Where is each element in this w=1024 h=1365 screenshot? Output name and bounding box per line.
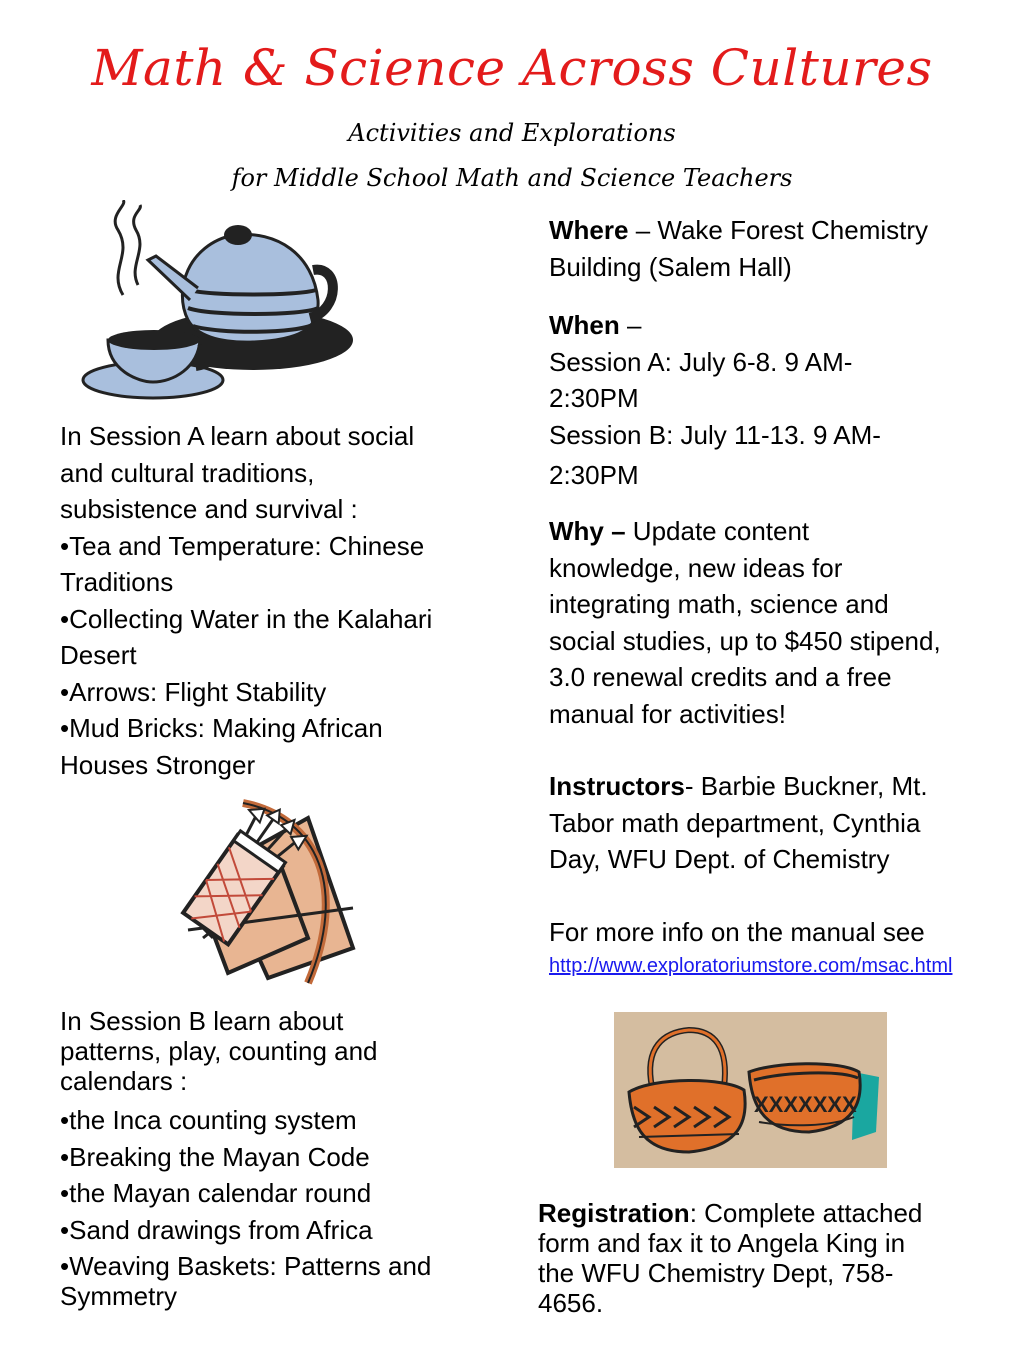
session-b-bullet-2: •Breaking the Mayan Code — [60, 1141, 370, 1172]
session-a-intro-1: In Session A learn about social — [60, 421, 415, 451]
session-a-bullet-2b: Desert — [60, 640, 137, 670]
why-line-3: integrating math, science and — [549, 589, 889, 619]
when-label: When — [549, 310, 620, 340]
session-a-time-1: Session A: July 6-8. 9 AM- — [549, 346, 853, 377]
where-line-1 — [549, 212, 1019, 249]
session-a-bullet-4b: Houses Stronger — [60, 749, 256, 780]
when-line — [549, 307, 1019, 344]
why-line-1 — [549, 513, 1019, 550]
bow-and-arrows-illustration — [158, 798, 363, 988]
why-line-5: 3.0 renewal credits and a free — [549, 662, 892, 692]
registration-line-1 — [538, 1198, 1018, 1228]
session-b-bullet-1: •the Inca counting system — [60, 1105, 357, 1135]
why-line-6: manual for activities! — [549, 698, 786, 729]
page-title: Math & Science Across Cultures — [91, 39, 933, 97]
session-a-section — [60, 418, 520, 783]
registration-line-4: 4656. — [538, 1288, 604, 1318]
spacer — [549, 878, 1019, 914]
details-section — [549, 212, 1019, 979]
more-info-text: For more info on the manual see — [549, 916, 925, 947]
subtitle-line-2: for Middle School Math and Science Teachers — [231, 164, 793, 192]
instructors-line-3: Day, WFU Dept. of Chemistry — [549, 844, 890, 874]
why-label: Why – — [549, 516, 626, 546]
session-a-bullet-3: •Arrows: Flight Stability — [60, 676, 327, 707]
session-b-time-2: 2:30PM — [549, 460, 639, 490]
spacer — [549, 497, 1019, 513]
session-a-intro-3: subsistence and survival : — [60, 494, 358, 524]
session-b-time-1: Session B: July 11-13. 9 AM- — [549, 419, 881, 450]
when-dash: – — [619, 310, 642, 340]
teapot-illustration — [78, 200, 358, 412]
session-b-intro-3: calendars : — [60, 1066, 188, 1096]
session-a-bullet-1b: Traditions — [60, 567, 174, 597]
registration-label: Registration — [538, 1198, 690, 1228]
where-label: Where — [549, 215, 629, 245]
manual-link[interactable]: http://www.exploratoriumstore.com/msac.html — [549, 955, 953, 977]
subtitle-line-1: Activities and Explorations — [348, 119, 676, 147]
session-a-bullet-4a: •Mud Bricks: Making African — [60, 713, 383, 743]
session-a-time-2: 2:30PM — [549, 383, 639, 413]
spacer — [549, 285, 1019, 307]
instructors-text-1: - Barbie Buckner, Mt. — [684, 771, 928, 801]
why-text-1: Update content — [625, 516, 810, 546]
session-a-intro-2: and cultural traditions, — [60, 457, 315, 488]
where-line-2: Building (Salem Hall) — [549, 251, 792, 282]
session-a-bullet-1a: •Tea and Temperature: Chinese — [60, 530, 425, 561]
session-b-bullet-3: •the Mayan calendar round — [60, 1178, 372, 1208]
session-b-bullet-5a: •Weaving Baskets: Patterns and — [60, 1251, 432, 1281]
registration-text-1: : Complete attached — [689, 1198, 923, 1228]
session-b-section — [60, 1006, 520, 1311]
why-line-4: social studies, up to $450 stipend, — [549, 625, 941, 656]
why-line-2: knowledge, new ideas for — [549, 552, 843, 583]
woven-baskets-illustration — [614, 1012, 887, 1168]
session-b-intro-1: In Session B learn about — [60, 1006, 344, 1036]
registration-line-2: form and fax it to Angela King in — [538, 1228, 906, 1258]
instructors-label: Instructors — [549, 771, 685, 801]
session-a-bullet-2a: •Collecting Water in the Kalahari — [60, 603, 433, 634]
session-b-bullet-4: •Sand drawings from Africa — [60, 1214, 373, 1245]
instructors-line-1 — [549, 768, 1019, 805]
instructors-line-2: Tabor math department, Cynthia — [549, 807, 921, 838]
spacer — [549, 732, 1019, 768]
svg-text:XXXXXXX: XXXXXXX — [754, 1092, 857, 1117]
where-text: – Wake Forest Chemistry — [628, 215, 929, 245]
session-b-bullet-5b: Symmetry — [60, 1280, 177, 1311]
registration-section — [538, 1198, 1018, 1318]
session-b-intro-2: patterns, play, counting and — [60, 1036, 378, 1066]
registration-line-3: the WFU Chemistry Dept, 758- — [538, 1258, 894, 1288]
